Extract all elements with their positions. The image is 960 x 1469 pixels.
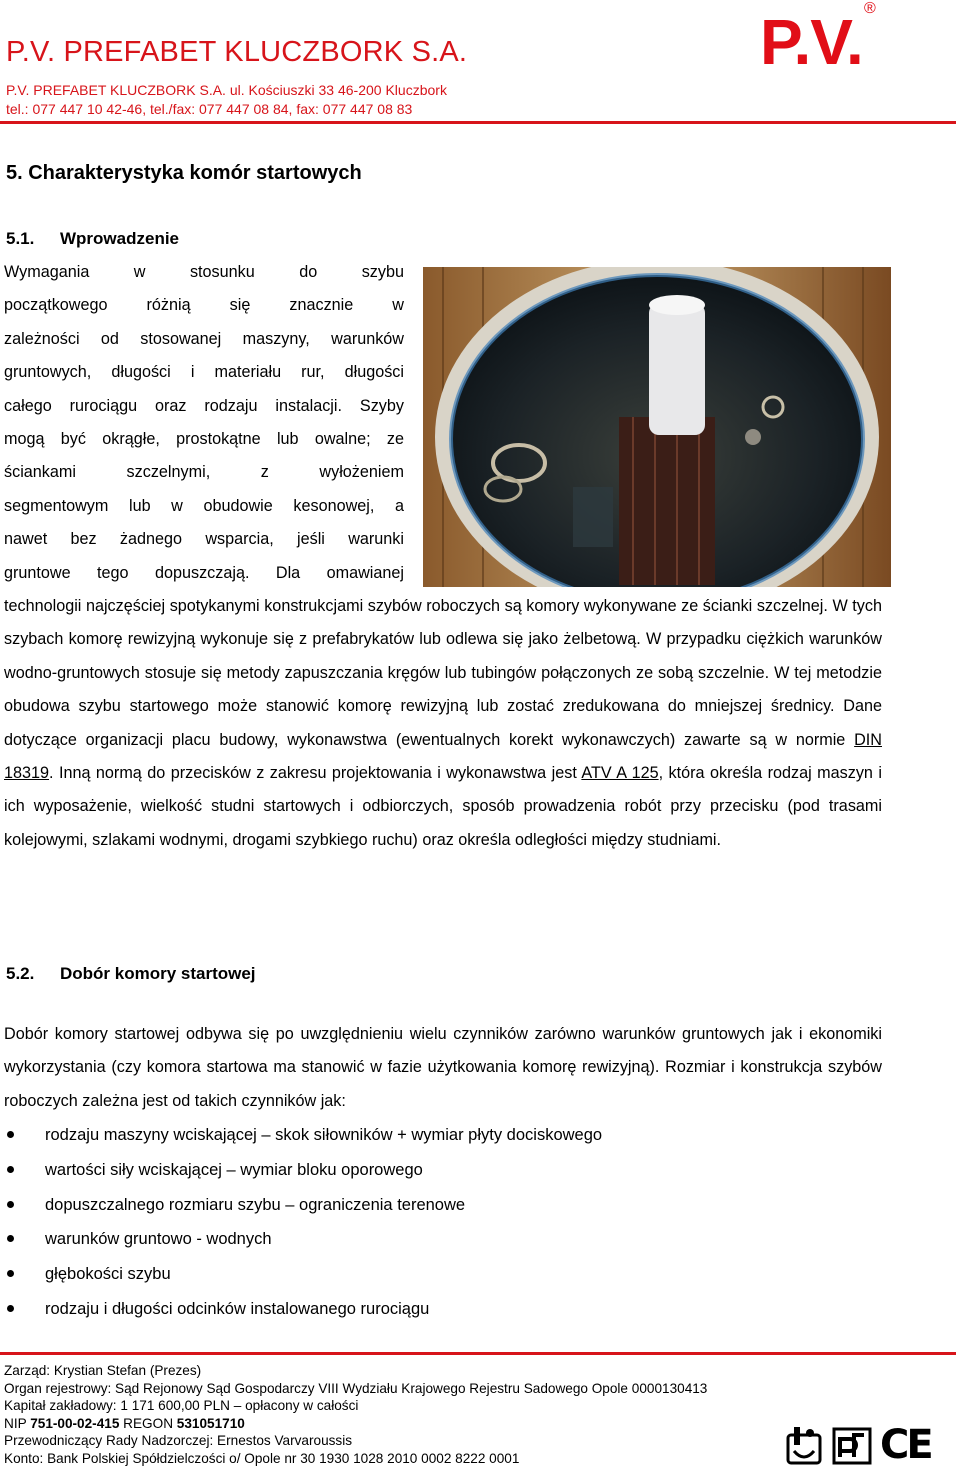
footer-divider — [0, 1352, 956, 1355]
section-title: 5. Charakterystyka komór startowych — [6, 162, 362, 184]
list-item-text: głębokości szybu — [45, 1265, 171, 1284]
intro-line: całego rurociągu oraz rodzaju instalacji. Szyby — [4, 396, 404, 415]
intro-line: mogą być okrągłe, prostokątne lub owalne; ze — [4, 430, 404, 449]
intro-line: segmentowym lub w obudowie kesonowej, a — [4, 496, 404, 515]
subsection-heading-intro — [6, 229, 179, 249]
company-contact: tel.: 077 447 10 42-46, tel./fax: 077 447 08 84, fax: 077 447 08 83 — [6, 101, 413, 117]
bullet-icon — [7, 1166, 14, 1173]
list-item — [0, 1155, 602, 1190]
intro-line: Wymagania w stosunku do szybu — [4, 263, 404, 281]
pv-logo: P.V. — [760, 6, 863, 78]
din-18319-link[interactable]: DIN 18319 — [4, 730, 882, 783]
footer-capital: Kapitał zakładowy: 1 171 600,00 PLN – opłacony w całości — [4, 1398, 359, 1413]
company-address: P.V. PREFABET KLUCZBORK S.A. ul. Kościuszki 33 46-200 Kluczbork — [6, 82, 447, 98]
selection-text: Dobór komory startowej odbywa się po uwzględnieniu wielu czynników zarówno warunków gruntowych jak i ekonomiki wykorzystania (czy komora startowa ma stanowić w fazie użytkowania komorę rewizyjną). Rozmiar i konstrukcja szybów roboczych zależna jest od takich czynników jak: — [4, 1025, 882, 1110]
list-item-text: rodzaju maszyny wciskającej – skok siłowników + wymiar płyty dociskowego — [45, 1126, 603, 1144]
intro-continuation — [4, 590, 882, 857]
bullet-icon — [7, 1235, 14, 1242]
regon-value: 531051710 — [176, 1415, 245, 1431]
factors-list — [0, 1120, 602, 1329]
bullet-icon — [7, 1305, 14, 1312]
bullet-icon — [7, 1201, 14, 1208]
list-item — [0, 1190, 602, 1225]
header-divider — [0, 121, 956, 124]
list-item-text: warunków gruntowo - wodnych — [45, 1230, 272, 1249]
atv-a125-link[interactable]: ATV A 125 — [581, 764, 659, 783]
footer-bank: Konto: Bank Polskiej Spółdzielczości o/ Opole nr 30 1930 1028 2010 0002 8222 0001 — [4, 1450, 520, 1466]
selection-paragraph — [4, 1018, 882, 1118]
bullet-icon — [7, 1270, 14, 1277]
shaft-photo — [423, 267, 891, 587]
ce-mark-icon: CE — [880, 1422, 931, 1468]
continuation-text — [4, 590, 882, 857]
building-cert-icon — [832, 1425, 872, 1465]
footer-info — [4, 1362, 707, 1467]
nip-value: 751-00-02-415 — [30, 1415, 120, 1431]
intro-line: zależności od stosowanej maszyny, warunków — [4, 329, 404, 348]
intro-paragraph — [4, 256, 404, 590]
footer-ids — [4, 1415, 707, 1433]
list-item — [0, 1224, 602, 1259]
intro-line: ściankami szczelnymi, z wyłożeniem — [4, 463, 404, 482]
company-name: P.V. PREFABET KLUCZBORK S.A. — [6, 36, 468, 68]
subsection-title: Wprowadzenie — [60, 229, 180, 248]
certification-mark-icon — [786, 1425, 822, 1465]
regon-label: REGON — [119, 1415, 177, 1431]
list-item — [0, 1259, 602, 1294]
bullet-icon — [7, 1131, 14, 1138]
list-item-text: rodzaju i długości odcinków instalowanego rurociągu — [45, 1299, 430, 1318]
subsection-number: 5.2. — [6, 964, 35, 983]
list-item — [0, 1294, 602, 1329]
subsection-title: Dobór komory startowej — [60, 964, 256, 983]
list-item — [0, 1120, 602, 1155]
intro-line: początkowego różnią się znacznie w — [4, 296, 404, 315]
list-item-text: wartości siły wciskającej – wymiar bloku oporowego — [45, 1160, 423, 1179]
footer-registry: Organ rejestrowy: Sąd Rejonowy Sąd Gospodarczy VIII Wydziału Krajowego Rejestru Sadowego Opole 0000130413 — [4, 1380, 708, 1396]
continuation-part: . Inną normą do przecisków z zakresu projektowania i wykonawstwa jest — [49, 764, 582, 783]
nip-label: NIP — [4, 1415, 31, 1431]
continuation-part: , która określa rodzaj maszyn i ich wyposażenie, wielkość studni startowych i odbiorczych, sposób prowadzenia robót przy przecisku (pod trasami kolejowymi, szlakami wodnymi, drogami szybkiego ruchu) oraz określa odległości między studniami. — [4, 764, 882, 849]
intro-line: gruntowych, długości i materiału rur, długości — [4, 363, 404, 382]
footer-board: Zarząd: Krystian Stefan (Prezes) — [4, 1363, 202, 1378]
continuation-part: technologii najczęściej spotykanymi konstrukcjami szybów roboczych są komory wykonywane ze ścianki szczelnej. W tych szybach komorę rewizyjną wykonuje się z prefabrykatów lub odlewa się jako żelbetową. W przypadku ciężkich warunków wodno-gruntowych stosuje się metody zapuszczania kręgów lub tubingów połączonych ze sobą szczelnie. W tej metodzie obudowa szybu startowego może stanowić komorę rewizyjną lub zostać zredukowana do mniejszej średnicy. Dane dotyczące organizacji placu budowy, wykonawstwa (ewentualnych korekt wykonawczych) zawarte są w normie — [4, 597, 882, 749]
intro-line: gruntowe tego dopuszczają. Dla omawianej — [4, 563, 404, 582]
footer-chairman: Przewodniczący Rady Nadzorczej: Ernestos Varvaroussis — [4, 1433, 353, 1448]
registered-mark: ® — [864, 0, 876, 17]
intro-line: nawet bez żadnego wsparcia, jeśli warunki — [4, 530, 404, 549]
subsection-heading-selection — [6, 964, 256, 984]
list-item-text: dopuszczalnego rozmiaru szybu – ograniczenia terenowe — [45, 1195, 466, 1214]
subsection-number: 5.1. — [6, 229, 35, 248]
